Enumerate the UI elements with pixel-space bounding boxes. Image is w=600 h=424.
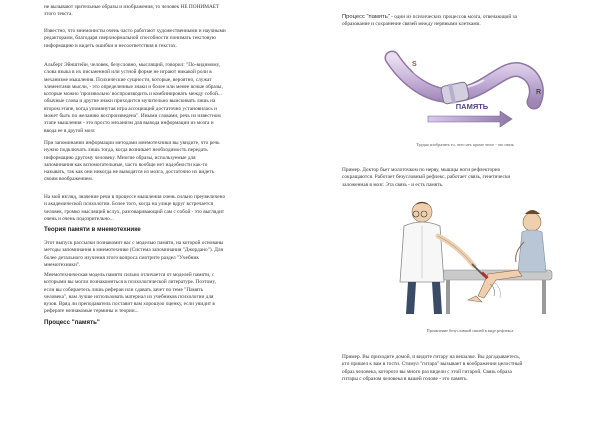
right-page bbox=[300, 0, 600, 424]
heading-memory-theory: Теория памяти в мнемотехнике bbox=[44, 226, 141, 233]
right-paragraph-1: Пример. Доктор бьет молоточком по нерву, мышцы ноги рефлекторно сокращаются. Работает безусловный рефлекс, работает связь, генетически заложенная в мозг. Эта связь - и есть память. bbox=[342, 167, 511, 188]
left-paragraph-3: Альберт Эйнштейн, человек, безусловно, мыслящий, говорил: "По-видимому, слова языка в их письменной или устной форме не играют никакой роли в механизме мышления. Психические сущности, которые, вероятно, служат элементами мысли, - это определенные знаки и более или менее ясные образы, которые можно 'произвольно' воспроизводить и комбинировать между собой... обычные слова и другие знаки приходится мучительно выискивать лишь на втором этапе, когда упомянутая игра ассоциаций достаточно установилась и может быть по желанию воспроизведена". Иными словами, речь из известном этапе мышления - это просто механизм для вывода информации из мозга и ввода ее в другой мозг. bbox=[44, 62, 223, 134]
intro-paragraph bbox=[342, 14, 587, 29]
label-memory: ПАМЯТЬ bbox=[455, 102, 489, 111]
left-paragraph-4: При запоминании информации методами мнемотехники вы увидите, что речь нужно подключать лишь тогда, когда возникает необходимость передать информацию другому человеку. Многие образы, используемые для запоминания как вспомогательные, часто вообще нет надобности как-то называть, так как они никогда не выводятся из мозга, достаточно их видеть своим воображением. bbox=[44, 140, 220, 183]
memory-link-illustration bbox=[384, 36, 554, 126]
figure-2-caption: Проявление безусловной связей в виде рефлекса bbox=[426, 328, 514, 333]
left-paragraph-1: не вызывают зрительные образы и изображения, то человек НЕ ПОНИМАЕТ этого текста. bbox=[44, 4, 220, 18]
left-paragraph-2: Известно, что мнемонисты очень часто работают художественными и научными редакторами, благодаря сверхнормальной способности понимать текстовую информацию и видеть ошибки и несоответствия в текстах. bbox=[44, 28, 226, 49]
label-r: R bbox=[536, 89, 542, 96]
figure-1-caption: Трудно изобразить то, чего нет, кроме этого - это связь bbox=[416, 142, 514, 147]
right-paragraph-2: Пример. Вы приходите домой, и видите гитару на вешалке. Вы догадываетесь, кто пришел к вам в гости. Стимул "гитара" вызывает в воображении целостный образ человека, которого вы много раз видели с этой гитарой. Связь образа гитары с образом человека в вашей голове - это память. bbox=[342, 354, 523, 382]
doctor-reflex-illustration bbox=[382, 192, 562, 322]
intro-text: - один из психических процессов мозга, отвечающий за образование и сохранение связей между нервными клетками. bbox=[342, 14, 517, 28]
left-paragraph-7: Мнемотехническая модель памяти сильно отличается от моделей памяти, с которыми вы могли познакомиться в психологической литературе. Поэтому, если вы собираетесь лишь рефераи или сдавать зачет по теме "Память человека", вам лучше использовать материал из учебников психологии для вузов. Вряд ли преподаватель поставит вам хорошую оценку, если увидит в реферате незнакомые термины и теории... bbox=[44, 272, 216, 315]
heading-memory-process: Процесс "память" bbox=[44, 319, 100, 326]
left-paragraph-6: Этот выпуск рассылки познакомит вас с моделью памяти, на которой основаны методы запоминания в мнемотехнике (Система запоминания "Джордано"). Для более детального изучения этого вопроса смотрите раздел "Учебник мнемотехники". bbox=[44, 240, 224, 268]
patient bbox=[468, 210, 546, 302]
intro-heading: Процесс "память" bbox=[342, 14, 390, 20]
label-s: S bbox=[412, 61, 417, 68]
left-paragraph-5: На мой взгляд, значение речи в процессе мышления очень сильно преувеличено и академической психологии. Более того, когда на улице вдруг встречается человек, громко мыслящий вслух, разговаривающий сам с собой - это выглядит очень и очень подозрительно... bbox=[44, 194, 226, 222]
arrow-icon bbox=[428, 111, 512, 127]
